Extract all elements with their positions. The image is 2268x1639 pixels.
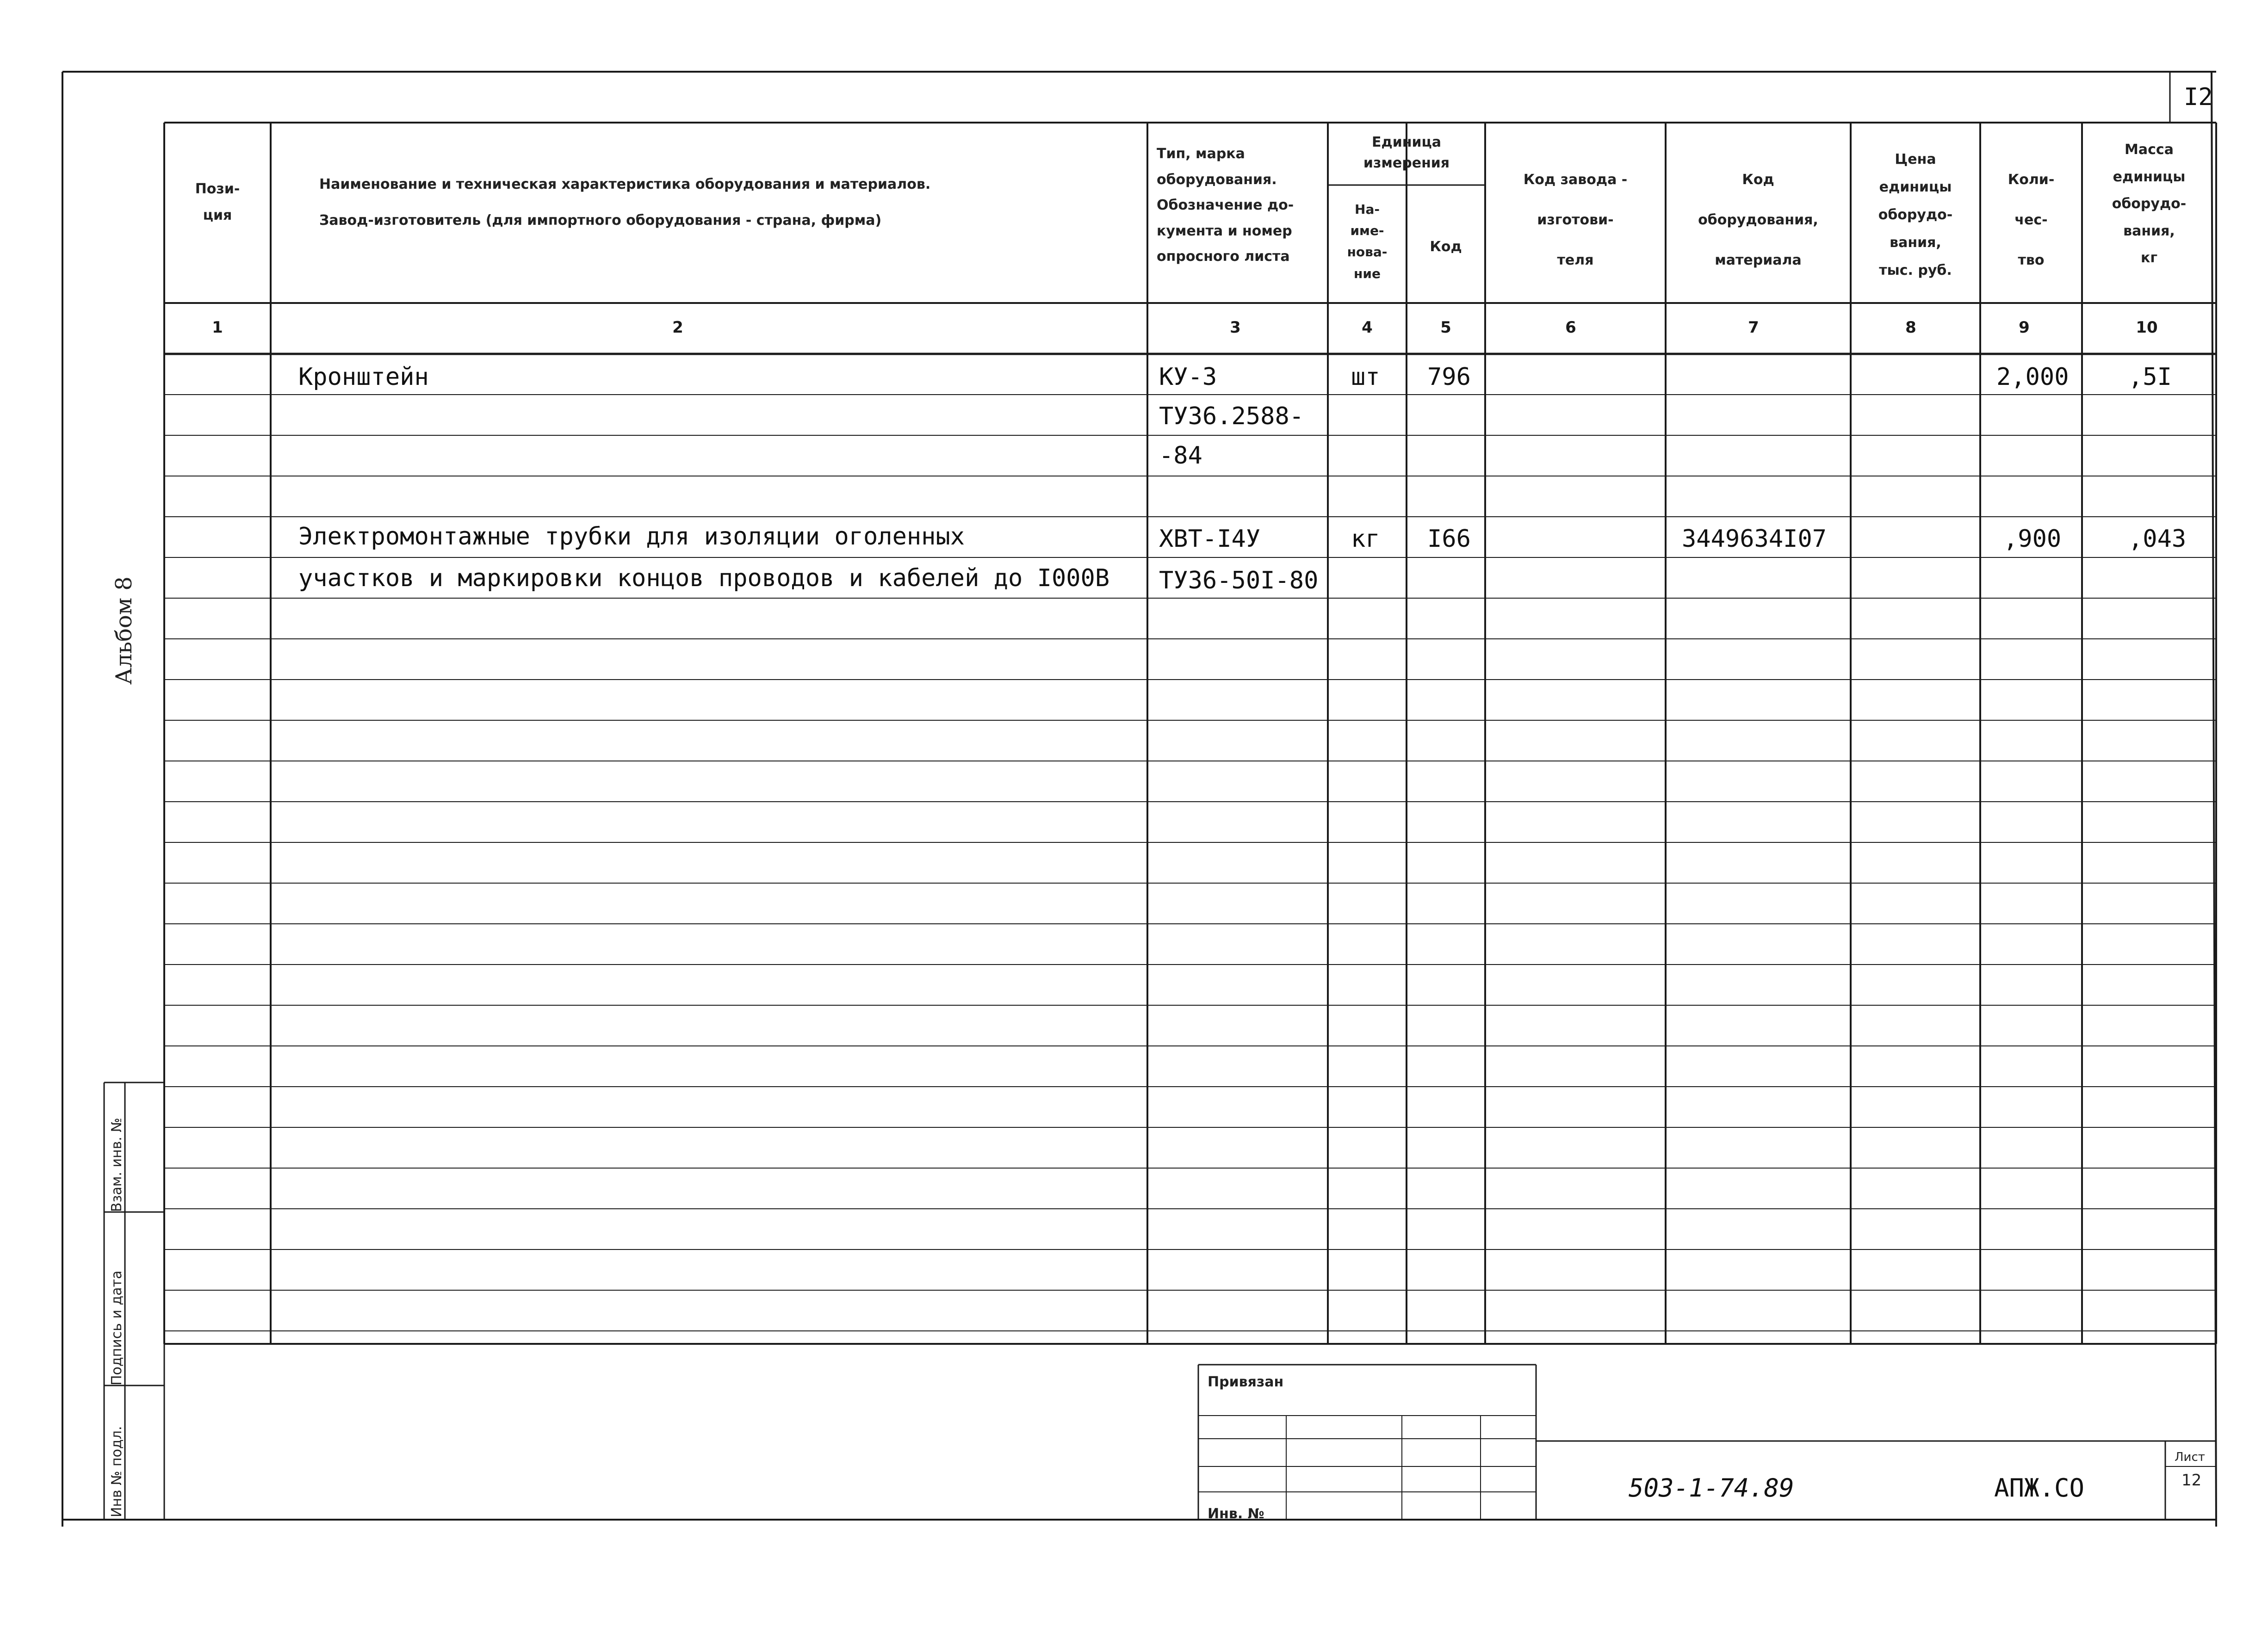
header-price: Цена единицы оборудо- вания, тыс. руб. (1878, 151, 1953, 278)
table-row-name: Электромонтажные трубки для изоляции оголенных (298, 523, 965, 550)
document-code: 503-1-74.89 (1629, 1473, 1794, 1503)
album-label: Альбом 8 (111, 576, 137, 685)
table-row-quantity: ,900 (2003, 525, 2062, 553)
header-material-code: Код оборудования, материала (1698, 172, 1818, 268)
table-row-type: ТУ36.2588- (1159, 402, 1304, 430)
sheet-value: 12 (2181, 1471, 2202, 1490)
header-unit-group: Единица измерения (1363, 134, 1450, 171)
table-row-name: Кронштейн (298, 363, 429, 391)
table-row-unit: шт (1351, 363, 1380, 391)
table-row-quantity: 2,000 (1996, 363, 2069, 391)
column-number: 7 (1748, 318, 1759, 337)
table-row-unit: кг (1351, 525, 1380, 553)
side-stamp-signature-label: Подпись и дата (109, 1270, 125, 1385)
sheet-label: Лист (2175, 1450, 2205, 1464)
table-row-type: -84 (1159, 442, 1202, 470)
column-number: 5 (1440, 318, 1451, 337)
sheet-number: I2 (2184, 83, 2213, 111)
column-number: 8 (1905, 318, 1916, 337)
header-unit-name: На- име- нова- ние (1347, 202, 1388, 281)
side-stamp-replace-label: Взам. инв. № (109, 1118, 125, 1212)
table-row-type: ХВТ-I4У (1159, 525, 1261, 553)
column-number: 2 (672, 318, 683, 337)
header-unit-code: Код (1430, 239, 1462, 255)
column-number: 9 (2019, 318, 2030, 337)
header-quantity: Коли- чес- тво (2008, 172, 2055, 268)
header-type: Тип, марка оборудования. Обозначение до- кумента и номер опросного листа (1157, 146, 1294, 265)
table-row-unit-code: I66 (1427, 525, 1471, 553)
header-name: Наименование и техническая характеристика оборудования и материалов. Завод-изготовитель (для импортного оборудования - страна, фирма) (319, 176, 931, 229)
title-block-inv-label: Инв. № (1208, 1506, 1264, 1522)
title-block-bound-label: Привязан (1208, 1374, 1284, 1390)
side-stamp-inv-label: Инв № подл. (109, 1426, 125, 1517)
set-code: АПЖ.СО (1994, 1473, 2085, 1503)
table-row-mass: ,043 (2128, 525, 2187, 553)
table-row-type: КУ-3 (1159, 363, 1217, 391)
header-plant-code: Код завода - изготови- теля (1523, 172, 1628, 268)
table-row-name: участков и маркировки концов проводов и кабелей до I000В (298, 564, 1110, 592)
header-position: Пози- ция (195, 181, 240, 223)
column-number: 4 (1362, 318, 1373, 337)
column-number: 3 (1230, 318, 1241, 337)
table-row-type: ТУ36-50I-80 (1159, 567, 1319, 594)
table-row-mass: ,5I (2128, 363, 2172, 391)
column-number: 6 (1565, 318, 1576, 337)
column-number: 10 (2136, 318, 2158, 337)
column-number: 1 (212, 318, 223, 337)
table-row-material-code: 3449634I07 (1682, 525, 1827, 553)
header-mass: Масса единицы оборудо- вания, кг (2112, 142, 2187, 266)
table-row-unit-code: 796 (1427, 363, 1471, 391)
